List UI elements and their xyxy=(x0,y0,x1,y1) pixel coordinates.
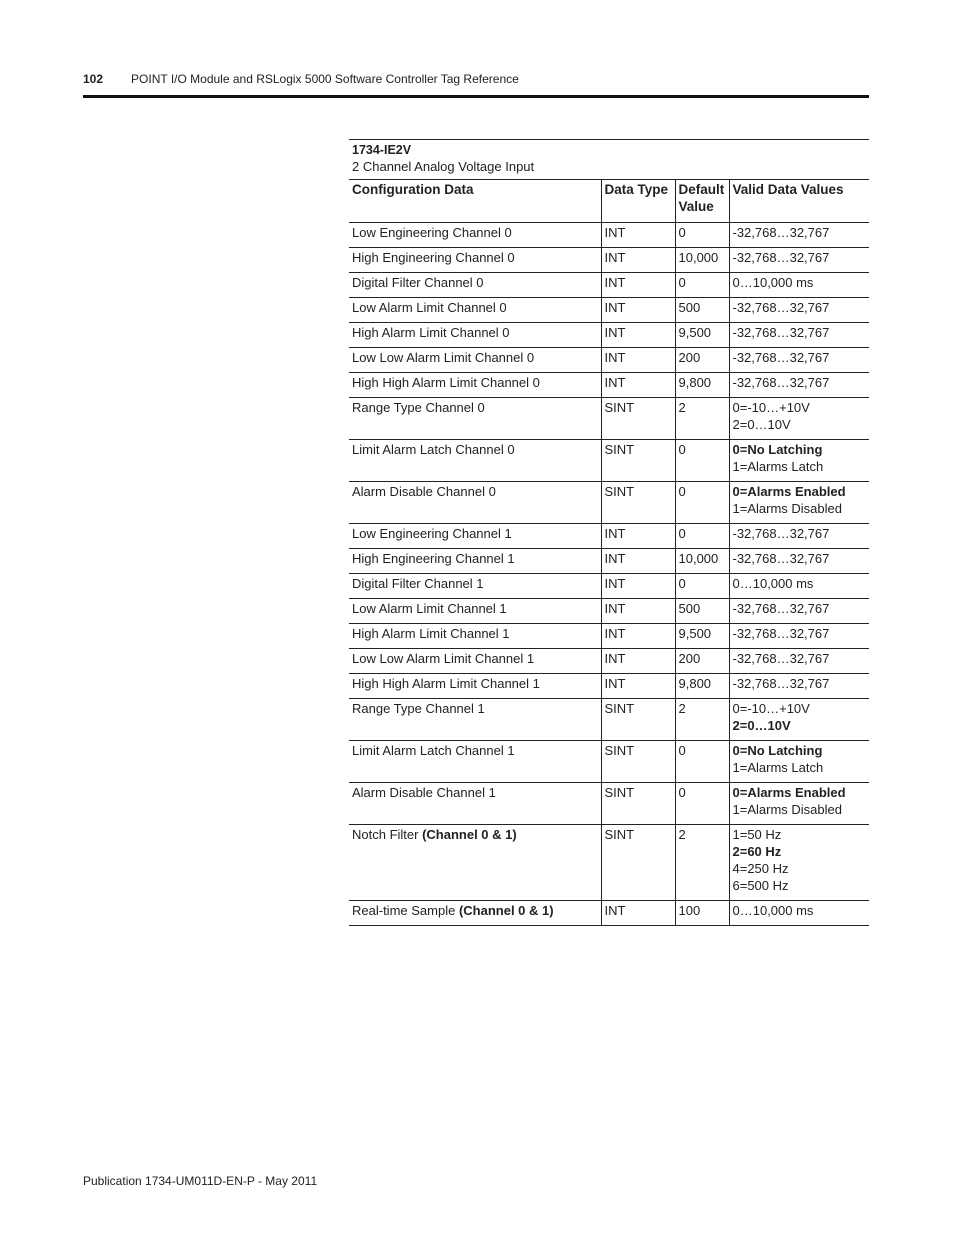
cell-default: 0 xyxy=(675,223,729,248)
value-line: 0…10,000 ms xyxy=(732,576,814,591)
cell-data-type: INT xyxy=(601,599,675,624)
cell-valid-values xyxy=(729,223,869,248)
cell-valid-values xyxy=(729,574,869,599)
cell-data-type: INT xyxy=(601,649,675,674)
value-line: 1=Alarms Disabled xyxy=(732,501,842,516)
table-row xyxy=(349,783,869,825)
value-line: -32,768…32,767 xyxy=(732,350,830,365)
cell-default: 0 xyxy=(675,273,729,298)
cell-default: 0 xyxy=(675,524,729,549)
value-line: -32,768…32,767 xyxy=(732,551,830,566)
cell-config-data: High Engineering Channel 1 xyxy=(349,549,601,574)
cell-valid-values xyxy=(729,699,869,741)
cell-valid-values xyxy=(729,482,869,524)
table-row xyxy=(349,674,869,699)
cell-data-type: INT xyxy=(601,624,675,649)
config-name-scope: (Channel 0 & 1) xyxy=(422,827,517,842)
running-title: POINT I/O Module and RSLogix 5000 Software Controller Tag Reference xyxy=(131,72,519,86)
table-row xyxy=(349,901,869,926)
cell-default: 2 xyxy=(675,398,729,440)
value-line: 0=-10…+10V xyxy=(732,400,810,415)
config-name: Real-time Sample xyxy=(352,903,459,918)
header-rule xyxy=(83,95,869,98)
cell-default: 500 xyxy=(675,599,729,624)
cell-data-type: INT xyxy=(601,674,675,699)
config-table-section xyxy=(349,139,869,926)
cell-data-type: INT xyxy=(601,373,675,398)
value-line-default: 0=No Latching xyxy=(732,442,823,457)
cell-valid-values xyxy=(729,440,869,482)
cell-data-type: SINT xyxy=(601,825,675,901)
cell-default: 0 xyxy=(675,783,729,825)
cell-valid-values xyxy=(729,248,869,273)
table-row xyxy=(349,825,869,901)
cell-default: 200 xyxy=(675,649,729,674)
cell-data-type: INT xyxy=(601,348,675,373)
cell-config-data: High High Alarm Limit Channel 1 xyxy=(349,674,601,699)
cell-valid-values xyxy=(729,524,869,549)
cell-config-data: High High Alarm Limit Channel 0 xyxy=(349,373,601,398)
table-row xyxy=(349,574,869,599)
cell-data-type: INT xyxy=(601,248,675,273)
cell-config-data: Low Engineering Channel 1 xyxy=(349,524,601,549)
value-line: -32,768…32,767 xyxy=(732,676,830,691)
table-row xyxy=(349,599,869,624)
cell-default: 9,800 xyxy=(675,674,729,699)
cell-data-type: INT xyxy=(601,298,675,323)
cell-default: 0 xyxy=(675,741,729,783)
value-line: 1=Alarms Latch xyxy=(732,459,824,474)
value-line: 2=0…10V xyxy=(732,417,791,432)
cell-data-type: INT xyxy=(601,524,675,549)
cell-default: 100 xyxy=(675,901,729,926)
value-line: -32,768…32,767 xyxy=(732,526,830,541)
cell-default: 2 xyxy=(675,825,729,901)
value-line: -32,768…32,767 xyxy=(732,225,830,240)
value-line: 1=Alarms Disabled xyxy=(732,802,842,817)
cell-valid-values xyxy=(729,599,869,624)
cell-config-data: Low Alarm Limit Channel 1 xyxy=(349,599,601,624)
page-header xyxy=(83,72,869,86)
cell-valid-values xyxy=(729,398,869,440)
cell-default: 9,800 xyxy=(675,373,729,398)
col-header-default-value: Default Value xyxy=(675,180,729,223)
table-header-row xyxy=(349,180,869,223)
cell-data-type: SINT xyxy=(601,783,675,825)
col-header-data-type: Data Type xyxy=(601,180,675,223)
cell-data-type: SINT xyxy=(601,440,675,482)
table-row xyxy=(349,482,869,524)
table-row xyxy=(349,348,869,373)
module-description: 2 Channel Analog Voltage Input xyxy=(352,159,535,174)
value-line: -32,768…32,767 xyxy=(732,626,830,641)
cell-valid-values xyxy=(729,348,869,373)
config-table xyxy=(349,179,869,926)
cell-valid-values xyxy=(729,549,869,574)
cell-valid-values xyxy=(729,783,869,825)
table-row xyxy=(349,398,869,440)
table-row xyxy=(349,323,869,348)
cell-default: 2 xyxy=(675,699,729,741)
cell-data-type: SINT xyxy=(601,482,675,524)
value-line: -32,768…32,767 xyxy=(732,250,830,265)
value-line: 1=Alarms Latch xyxy=(732,760,824,775)
value-line: -32,768…32,767 xyxy=(732,375,830,390)
table-row xyxy=(349,373,869,398)
value-line: 6=500 Hz xyxy=(732,878,789,893)
cell-config-data: Digital Filter Channel 0 xyxy=(349,273,601,298)
cell-config-data: Limit Alarm Latch Channel 1 xyxy=(349,741,601,783)
value-line: -32,768…32,767 xyxy=(732,325,830,340)
table-title-block xyxy=(349,139,869,179)
cell-valid-values xyxy=(729,273,869,298)
cell-data-type: INT xyxy=(601,323,675,348)
cell-valid-values xyxy=(729,373,869,398)
cell-data-type: INT xyxy=(601,273,675,298)
cell-default: 0 xyxy=(675,574,729,599)
page-number: 102 xyxy=(83,72,104,86)
cell-default: 10,000 xyxy=(675,248,729,273)
value-line: -32,768…32,767 xyxy=(732,300,830,315)
value-line: 0…10,000 ms xyxy=(732,903,814,918)
cell-data-type: INT xyxy=(601,574,675,599)
col-header-valid-values: Valid Data Values xyxy=(729,180,869,223)
value-line-default: 2=60 Hz xyxy=(732,844,782,859)
table-row xyxy=(349,649,869,674)
cell-config-data: Low Low Alarm Limit Channel 1 xyxy=(349,649,601,674)
table-row xyxy=(349,298,869,323)
cell-config-data: Low Low Alarm Limit Channel 0 xyxy=(349,348,601,373)
publication-footer: Publication 1734-UM011D-EN-P - May 2011 xyxy=(83,1174,318,1188)
cell-config-data: High Alarm Limit Channel 1 xyxy=(349,624,601,649)
cell-default: 10,000 xyxy=(675,549,729,574)
cell-data-type: SINT xyxy=(601,699,675,741)
cell-config-data: Alarm Disable Channel 0 xyxy=(349,482,601,524)
table-row xyxy=(349,549,869,574)
table-row xyxy=(349,624,869,649)
value-line: 0…10,000 ms xyxy=(732,275,814,290)
cell-default: 9,500 xyxy=(675,624,729,649)
col-header-config-data: Configuration Data xyxy=(349,180,601,223)
cell-config-data: Low Alarm Limit Channel 0 xyxy=(349,298,601,323)
value-line-default: 0=Alarms Enabled xyxy=(732,785,846,800)
cell-config-data: Low Engineering Channel 0 xyxy=(349,223,601,248)
cell-valid-values xyxy=(729,901,869,926)
cell-data-type: INT xyxy=(601,223,675,248)
config-name: Notch Filter xyxy=(352,827,423,842)
cell-valid-values xyxy=(729,825,869,901)
table-row xyxy=(349,273,869,298)
module-name: 1734-IE2V xyxy=(352,143,412,157)
cell-config-data: Limit Alarm Latch Channel 0 xyxy=(349,440,601,482)
cell-valid-values xyxy=(729,674,869,699)
cell-config-data: High Alarm Limit Channel 0 xyxy=(349,323,601,348)
cell-default: 500 xyxy=(675,298,729,323)
cell-config-data: Range Type Channel 0 xyxy=(349,398,601,440)
cell-default: 9,500 xyxy=(675,323,729,348)
table-row xyxy=(349,699,869,741)
table-row xyxy=(349,741,869,783)
value-line: -32,768…32,767 xyxy=(732,601,830,616)
cell-config-data: Range Type Channel 1 xyxy=(349,699,601,741)
value-line: 4=250 Hz xyxy=(732,861,789,876)
cell-valid-values xyxy=(729,649,869,674)
cell-config-data xyxy=(349,825,601,901)
cell-config-data: Alarm Disable Channel 1 xyxy=(349,783,601,825)
value-line-default: 0=No Latching xyxy=(732,743,823,758)
value-line: -32,768…32,767 xyxy=(732,651,830,666)
cell-config-data: Digital Filter Channel 1 xyxy=(349,574,601,599)
value-line: 0=-10…+10V xyxy=(732,701,810,716)
cell-valid-values xyxy=(729,741,869,783)
cell-data-type: INT xyxy=(601,901,675,926)
config-name-scope: (Channel 0 & 1) xyxy=(458,903,554,918)
cell-default: 0 xyxy=(675,482,729,524)
table-row xyxy=(349,440,869,482)
cell-valid-values xyxy=(729,624,869,649)
cell-valid-values xyxy=(729,298,869,323)
cell-data-type: INT xyxy=(601,549,675,574)
value-line: 1=50 Hz xyxy=(732,827,782,842)
table-row xyxy=(349,524,869,549)
cell-config-data xyxy=(349,901,601,926)
cell-data-type: SINT xyxy=(601,398,675,440)
table-row xyxy=(349,248,869,273)
table-row xyxy=(349,223,869,248)
cell-data-type: SINT xyxy=(601,741,675,783)
cell-valid-values xyxy=(729,323,869,348)
cell-default: 0 xyxy=(675,440,729,482)
cell-config-data: High Engineering Channel 0 xyxy=(349,248,601,273)
value-line-default: 0=Alarms Enabled xyxy=(732,484,846,499)
value-line-default: 2=0…10V xyxy=(732,718,791,733)
cell-default: 200 xyxy=(675,348,729,373)
